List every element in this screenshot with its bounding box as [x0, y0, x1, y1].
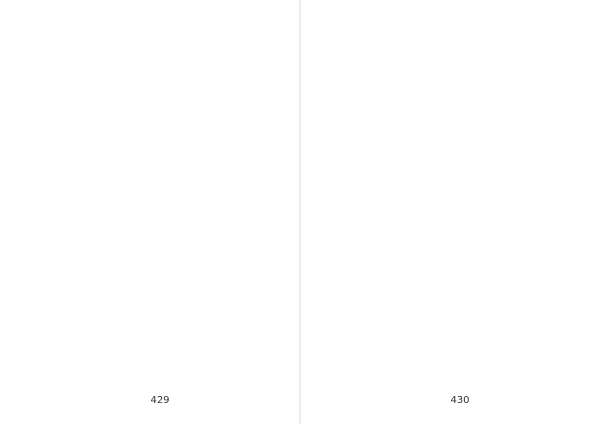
text-line: [326, 311, 566, 321]
text-line: [326, 291, 566, 301]
text-line: [326, 341, 566, 351]
text-line: [326, 68, 566, 78]
text-line: [326, 109, 566, 119]
text-line: [36, 68, 274, 78]
text-line: [36, 58, 274, 68]
text-line: [326, 250, 566, 260]
left-page-text: [36, 38, 274, 382]
text-line: [326, 220, 566, 230]
text-line: [326, 89, 566, 99]
text-line: [326, 149, 566, 159]
text-line: [36, 351, 274, 361]
text-line: [36, 311, 274, 321]
text-line: [326, 260, 566, 270]
text-line: [326, 38, 566, 48]
text-line: [326, 200, 566, 210]
text-line: [326, 372, 566, 382]
text-line: [36, 190, 274, 200]
text-line: [326, 190, 566, 200]
text-line: [36, 159, 274, 169]
text-line: [326, 180, 566, 190]
text-line: [326, 139, 566, 149]
text-line: [326, 119, 566, 129]
text-line: [36, 321, 274, 331]
text-line: [326, 159, 566, 169]
text-line: [36, 48, 274, 58]
text-line: [326, 129, 566, 139]
right-page-text: [326, 38, 566, 382]
text-line: [36, 331, 274, 341]
right-page-number: 430: [450, 395, 470, 406]
text-line: [36, 139, 274, 149]
right-page: [300, 0, 600, 424]
text-line: [36, 38, 274, 48]
text-line: [326, 230, 566, 240]
text-line: [36, 240, 274, 250]
text-line: [36, 89, 274, 99]
text-line: [326, 301, 566, 311]
text-line: [326, 58, 566, 68]
text-line: [36, 210, 274, 220]
text-line: [36, 149, 274, 159]
text-line: [36, 271, 274, 281]
text-line: [326, 362, 566, 372]
text-line: [36, 281, 274, 291]
text-line: [326, 321, 566, 331]
text-line: [326, 271, 566, 281]
text-line: [36, 301, 274, 311]
text-line: [326, 78, 566, 88]
text-line: [36, 341, 274, 351]
text-line: [326, 169, 566, 179]
text-line: [326, 351, 566, 361]
text-line: [36, 372, 274, 382]
text-line: [36, 200, 274, 210]
text-line: [326, 210, 566, 220]
text-line: [36, 291, 274, 301]
text-line: [36, 78, 274, 88]
text-line: [326, 281, 566, 291]
text-line: [326, 331, 566, 341]
text-line: [36, 119, 274, 129]
text-line: [36, 230, 274, 240]
text-line: [36, 99, 274, 109]
text-line: [326, 99, 566, 109]
text-line: [36, 169, 274, 179]
text-line: [36, 109, 274, 119]
text-line: [326, 240, 566, 250]
text-line: [36, 260, 274, 270]
text-line: [36, 220, 274, 230]
text-line: [36, 180, 274, 190]
text-line: [36, 362, 274, 372]
text-line: [36, 250, 274, 260]
text-line: [326, 48, 566, 58]
text-line: [36, 129, 274, 139]
left-page-number: 429: [150, 395, 170, 406]
